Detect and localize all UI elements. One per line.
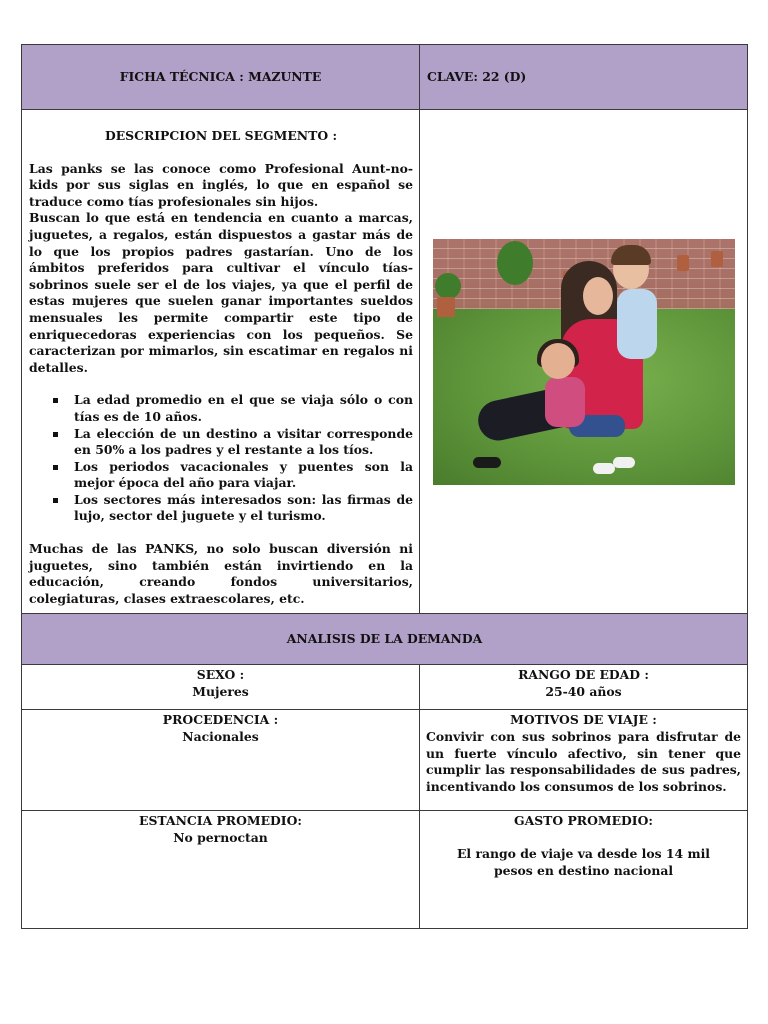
edad-label: RANGO DE EDAD : [518, 667, 649, 683]
gasto-label: GASTO PROMEDIO: [514, 813, 653, 829]
demand-section-row [22, 614, 748, 665]
demand-row-2 [22, 710, 748, 811]
boy-shirt [617, 289, 657, 359]
photo-cell [420, 110, 748, 614]
motivos-cell [420, 710, 748, 811]
bush [497, 241, 533, 285]
girl-shirt [545, 377, 585, 427]
flower-pot [711, 251, 723, 267]
demand-row-1 [22, 665, 748, 710]
girl-face [541, 343, 575, 379]
bush [435, 273, 461, 299]
family-photo [433, 239, 735, 485]
list-item: La edad promedio en el que se viaja sólo o con tías es de 10 años. [29, 392, 413, 425]
shoe [613, 457, 635, 468]
demand-row-3 [22, 811, 748, 929]
gasto-value: El rango de viaje va desde los 14 mil pesos en destino nacional [456, 846, 711, 878]
list-item: Los periodos vacacionales y puentes son la mejor época del año para viajar. [29, 459, 413, 492]
technical-sheet-table [21, 44, 748, 929]
description-bullet-list [29, 392, 413, 525]
list-item: Los sectores más interesados son: las firmas de lujo, sector del juguete y el turismo. [29, 492, 413, 525]
sexo-cell [22, 665, 420, 710]
procedencia-cell [22, 710, 420, 811]
sheet-title: FICHA TÉCNICA : MAZUNTE [22, 45, 420, 110]
procedencia-value: Nacionales [182, 729, 259, 745]
estancia-label: ESTANCIA PROMEDIO: [139, 813, 302, 829]
gasto-cell [420, 811, 748, 929]
segment-description-cell [22, 110, 420, 614]
edad-cell [420, 665, 748, 710]
motivos-value: Convivir con sus sobrinos para disfrutar de un fuerte vínculo afectivo, sin tener que cumplir las responsabilidades de sus padres, incentivando los consumos de los sobrinos. [426, 729, 741, 794]
procedencia-label: PROCEDENCIA : [162, 712, 279, 728]
woman-face [583, 277, 613, 315]
description-paragraph-1: Las panks se las conoce como Profesional Aunt-no- kids por sus siglas en inglés, lo que en español se traduce como tías profesionales sin hijos. [29, 160, 413, 209]
estancia-value: No pernoctan [173, 830, 268, 846]
segment-description-title: DESCRIPCION DEL SEGMENTO : [104, 128, 338, 143]
header-row [22, 45, 748, 110]
shoe [593, 463, 615, 474]
sexo-label: SEXO : [196, 667, 245, 683]
description-paragraph-2: Buscan lo que está en tendencia en cuanto a marcas, juguetes, a regalos, están dispuestos a gastar más de lo que los propios padres gastarían. Uno de los ámbitos preferidos para cultivar el vínculo tías-sobrinos suele ser el de los viajes, ya que el perfil de estas mujeres que suelen ganar importantes sueldos mensuales les permite compartir este tipo de enriquecedoras experiencias con los pequeños. Se caracterizan por mimarlos, sin escatimar en regalos ni detalles. [29, 210, 413, 375]
sexo-value: Mujeres [192, 684, 249, 700]
description-row [22, 110, 748, 614]
edad-value: 25-40 años [545, 684, 622, 700]
estancia-cell [22, 811, 420, 929]
flower-pot [437, 297, 455, 317]
list-item: La elección de un destino a visitar corresponde en 50% a los padres y el restante a los tíos. [29, 426, 413, 459]
sheet-code: CLAVE: 22 (D) [420, 45, 748, 110]
boy-hair [611, 245, 651, 265]
flower-pot [677, 255, 689, 271]
motivos-label: MOTIVOS DE VIAJE : [510, 712, 657, 728]
shoe [473, 457, 501, 468]
description-paragraph-3: Muchas de las PANKS, no solo buscan diversión ni juguetes, sino también están invirtiendo en la educación, creando fondos universitarios, colegiaturas, clases extraescolares, etc. [29, 541, 413, 606]
demand-section-title: ANALISIS DE LA DEMANDA [22, 614, 748, 665]
